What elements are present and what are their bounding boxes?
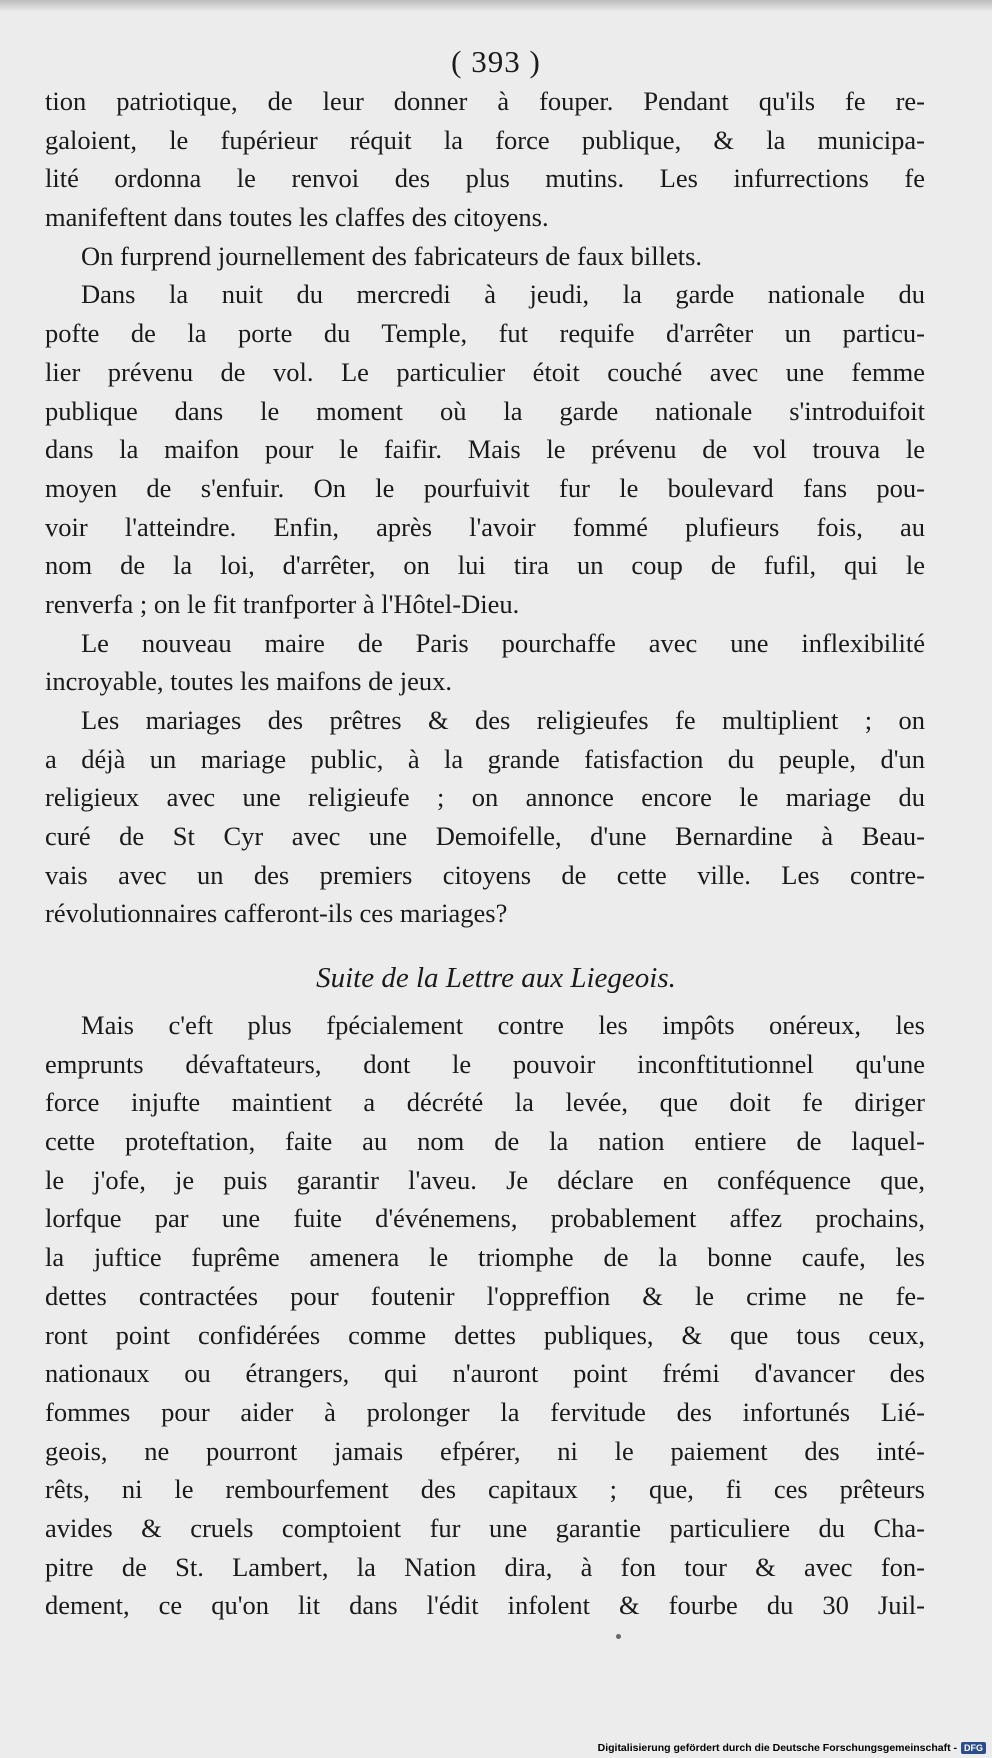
text-line: force injufte maintient a décrété la levée, que doit fe diriger — [45, 1087, 925, 1118]
text-line: curé de St Cyr avec une Demoifelle, d'une Bernardine à Beau- — [45, 821, 925, 852]
scan-shadow — [0, 0, 992, 12]
dfg-logo: DFG — [961, 1742, 986, 1754]
text-line: lier prévenu de vol. Le particulier étoit couché avec une femme — [45, 356, 925, 387]
text-line: voir l'atteindre. Enfin, après l'avoir fommé plufieurs fois, au — [45, 511, 925, 542]
text-line: pitre de St. Lambert, la Nation dira, à fon tour & avec fon- — [45, 1551, 925, 1582]
text-line: dans la maifon pour le faifir. Mais le prévenu de vol trouva le — [45, 434, 925, 465]
footer-credit: Digitalisierung gefördert durch die Deutsche Forschungsgemeinschaft - — [597, 1742, 957, 1754]
text-line: rêts, ni le rembourfement des capitaux ; que, fi ces prêteurs — [45, 1474, 925, 1505]
text-line: geois, ne pourront jamais efpérer, ni le paiement des inté- — [45, 1435, 925, 1466]
text-line: vais avec un des premiers citoyens de cette ville. Les contre- — [45, 859, 925, 890]
section-heading: Suite de la Lettre aux Liegeois. — [316, 962, 676, 994]
text-line: nom de la loi, d'arrêter, on lui tira un coup de fufil, qui le — [45, 550, 925, 581]
text-line: ront point confidérées comme dettes publiques, & que tous ceux, — [45, 1319, 925, 1350]
text-block-bottom — [45, 1006, 925, 1625]
text-line: incroyable, toutes les maifons de jeux. — [45, 666, 452, 697]
text-line: fommes pour aider à prolonger la fervitude des infortunés Lié- — [45, 1396, 925, 1427]
text-line: avides & cruels comptoient fur une garantie particuliere du Cha- — [45, 1512, 925, 1543]
text-line: dement, ce qu'on lit dans l'édit infolent & fourbe du 30 Juil- — [45, 1590, 925, 1621]
text-line: Mais c'eft plus fpécialement contre les impôts onéreux, les — [81, 1010, 925, 1040]
text-block-top — [45, 82, 925, 933]
text-line: nationaux ou étrangers, qui n'auront point frémi d'avancer des — [45, 1358, 925, 1389]
text-line: renverfa ; on le fit tranfporter à l'Hôtel-Dieu. — [45, 588, 520, 619]
text-line: publique dans le moment où la garde nationale s'introduifoit — [45, 395, 925, 426]
text-line: On furprend journellement des fabricateurs de faux billets. — [81, 240, 703, 271]
text-line: révolutionnaires cafferont-ils ces mariages? — [45, 898, 508, 929]
text-line: Dans la nuit du mercredi à jeudi, la garde nationale du — [81, 279, 925, 310]
text-line: dettes contractées pour foutenir l'oppreffion & le crime ne fe- — [45, 1280, 925, 1311]
ink-speck — [616, 1634, 621, 1639]
page-number: ( 393 ) — [451, 44, 541, 79]
scan-edge — [992, 0, 1000, 1758]
text-line: tion patriotique, de leur donner à fouper. Pendant qu'ils fe re- — [45, 86, 925, 116]
text-line: emprunts dévaftateurs, dont le pouvoir inconftitutionnel qu'une — [45, 1048, 925, 1079]
text-line: la juftice fuprême amenera le triomphe de la bonne caufe, les — [45, 1242, 925, 1273]
text-line: religieux avec une religieufe ; on annonce encore le mariage du — [45, 782, 925, 813]
text-line: Le nouveau maire de Paris pourchaffe avec une inflexibilité — [81, 627, 925, 658]
text-line: pofte de la porte du Temple, fut requife d'arrêter un particu- — [45, 318, 925, 349]
text-line: Les mariages des prêtres & des religieufes fe multiplient ; on — [81, 705, 925, 735]
digitization-footer — [598, 1742, 986, 1754]
text-line: lorfque par une fuite d'événemens, probablement affez prochains, — [45, 1203, 925, 1234]
text-line: manifeftent dans toutes les claffes des citoyens. — [45, 202, 549, 233]
text-line: a déjà un mariage public, à la grande fatisfaction du peuple, d'un — [45, 743, 925, 774]
text-line: cette proteftation, faite au nom de la nation entiere de laquel- — [45, 1126, 925, 1157]
text-line: lité ordonna le renvoi des plus mutins. Les infurrections fe — [45, 163, 925, 194]
text-line: moyen de s'enfuir. On le pourfuivit fur le boulevard fans pou- — [45, 472, 925, 503]
text-line: le j'ofe, je puis garantir l'aveu. Je déclare en conféquence que, — [45, 1164, 925, 1195]
text-line: galoient, le fupérieur réquit la force publique, & la municipa- — [45, 124, 925, 155]
